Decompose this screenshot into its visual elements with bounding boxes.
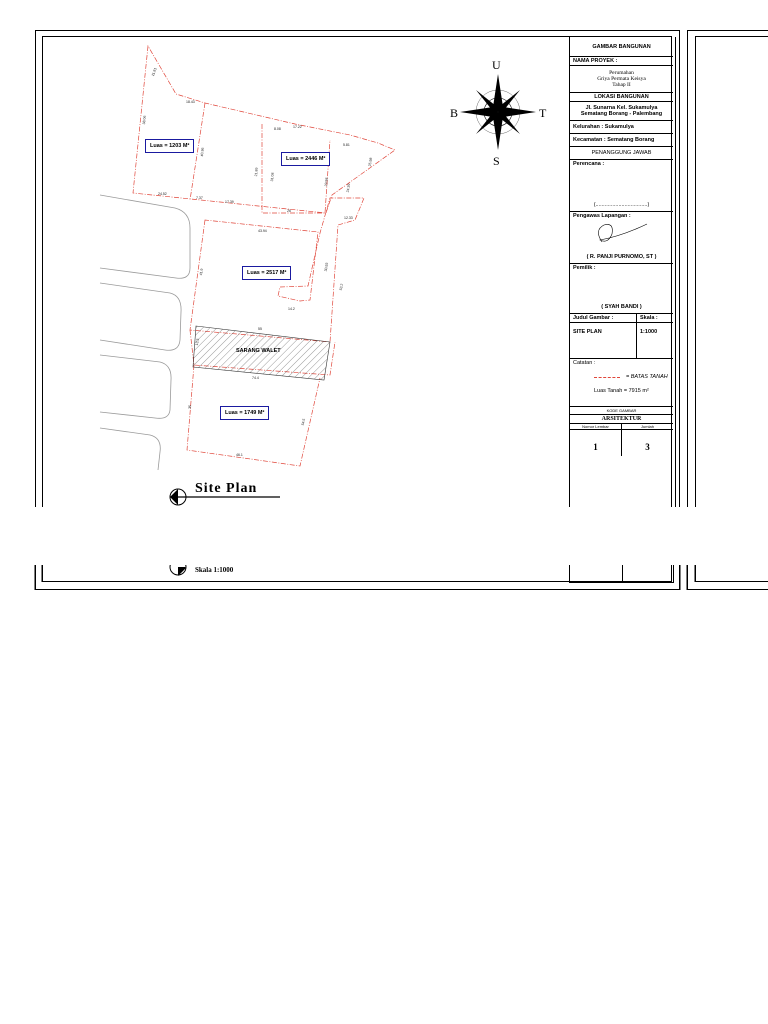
plot-4-area-label: Luas = 1749 M²	[220, 406, 269, 420]
dimension-label: 17.39	[225, 200, 234, 204]
dimension-label: 41.9	[198, 268, 204, 276]
dimension-label: 8.08	[274, 127, 281, 131]
area-legend-label: Luas Tanah = 7915 m²	[594, 388, 649, 394]
project-name	[570, 66, 673, 93]
compass-rose	[460, 74, 536, 150]
boundary-legend-label: = BATAS TANAH	[626, 374, 668, 380]
dimension-label: 35	[187, 404, 193, 410]
dimension-label: 12.33	[344, 216, 353, 220]
drawing-title-label: Judul Gambar :	[570, 314, 637, 322]
dimension-label: 29.58	[324, 177, 329, 187]
kelurahan-row: Kelurahan : Sukamulya	[570, 121, 673, 134]
notes-label: Catatan :	[573, 360, 596, 366]
supervisor-name: ( R. PANJI PURNOMO, ST )	[586, 254, 657, 260]
title-block	[570, 38, 673, 456]
dimension-label: 17.22	[293, 125, 302, 129]
sheet-number-row	[570, 430, 673, 456]
drawing-title-row	[570, 314, 673, 323]
bird-nest-label: SARANG WALET	[236, 348, 281, 354]
dimension-label: 21.89	[254, 167, 259, 177]
dimension-label: 55	[258, 327, 262, 331]
planner-label: Perencana :	[573, 161, 605, 167]
drawing-title-value-row	[570, 323, 673, 359]
total-sheets-label: Jumlah	[641, 424, 654, 429]
title-block-heading: GAMBAR BANGUNAN	[570, 38, 673, 57]
owner-name: ( SYAH BANDI )	[601, 304, 642, 310]
supervisor-label: Pengawas Lapangan :	[573, 213, 631, 219]
dimension-label: 13.3	[194, 338, 200, 346]
title-block-bottom	[569, 565, 674, 583]
project-label: NAMA PROYEK :	[570, 57, 673, 66]
plot-1-area-label: Luas = 1203 M²	[145, 139, 194, 153]
compass-east-label: T	[539, 106, 547, 120]
scale-label: Skala :	[640, 315, 658, 321]
dimension-label: 53.2	[338, 283, 344, 291]
dimension-label: 30.93	[323, 262, 330, 272]
dimension-label: 25.98	[367, 157, 374, 167]
drawing-code-label: KODE GAMBAR	[570, 407, 673, 415]
project-name-line-1: Perumahan	[609, 70, 634, 76]
dimension-label: 14.2	[288, 307, 295, 311]
location-line-2: Sematang Borang - Palembang	[580, 111, 663, 117]
supervisor-signature	[592, 220, 652, 248]
land-boundary-lines	[133, 46, 395, 466]
planner-section	[570, 160, 673, 212]
sheet-number: 1	[570, 430, 622, 456]
plot-3-area-label: Luas = 2517 M²	[242, 266, 291, 280]
dimension-label: 5.81	[343, 143, 350, 147]
scan-gap	[0, 507, 768, 565]
notes-section	[570, 359, 673, 407]
total-sheets: 3	[645, 442, 650, 452]
project-name-line-3: Tahap II	[612, 82, 631, 88]
compass-west-label: B	[450, 106, 459, 120]
location-address	[570, 102, 673, 121]
plot-2-area-label: Luas = 2446 M²	[281, 152, 330, 166]
drawing-title-value: SITE PLAN	[570, 323, 637, 358]
dimension-label: 43.94	[258, 229, 267, 233]
site-plan-scale: Skala 1:1000	[195, 566, 234, 574]
project-name-line-2: Griya Permata Keisya	[597, 76, 646, 82]
dimension-label: 11.81	[150, 67, 158, 77]
dimension-label: 7.37	[196, 196, 203, 200]
discipline-label: ARSITEKTUR	[570, 415, 673, 424]
dimension-label: 24.52	[158, 192, 167, 196]
kecamatan-row: Kecamatan : Sematang Borang	[570, 134, 673, 147]
compass-south-label: S	[493, 154, 500, 168]
owner-label: Pemilik :	[573, 265, 596, 271]
dimension-label: 24.39	[345, 183, 352, 193]
dimension-label: 18.43	[186, 100, 195, 104]
site-plan-title: Site Plan	[195, 481, 258, 496]
planner-name: (..................................)	[593, 202, 650, 208]
dimension-label: 54.5	[300, 418, 306, 426]
dimension-label: 46.1	[236, 453, 243, 457]
owner-section	[570, 264, 673, 314]
compass-north-label: U	[492, 58, 501, 72]
dimension-label: 74.4	[252, 376, 259, 380]
location-heading: LOKASI BANGUNAN	[570, 93, 673, 102]
road-blocks	[100, 195, 193, 470]
boundary-legend-line	[594, 377, 620, 378]
dimension-label: 38.06	[142, 115, 147, 125]
location-line-1: Jl. Sunarna Kel. Sukamulya	[585, 105, 658, 111]
dimension-label: 31.08	[270, 172, 275, 182]
supervisor-section	[570, 212, 673, 264]
sheet-number-label: Nomor Lembar	[570, 424, 622, 429]
dimension-label: 26	[287, 209, 291, 213]
responsible-heading: PENANGGUNG JAWAB	[570, 147, 673, 160]
dimension-label: 40.36	[200, 147, 205, 157]
scale-value: 1:1000	[640, 329, 658, 335]
